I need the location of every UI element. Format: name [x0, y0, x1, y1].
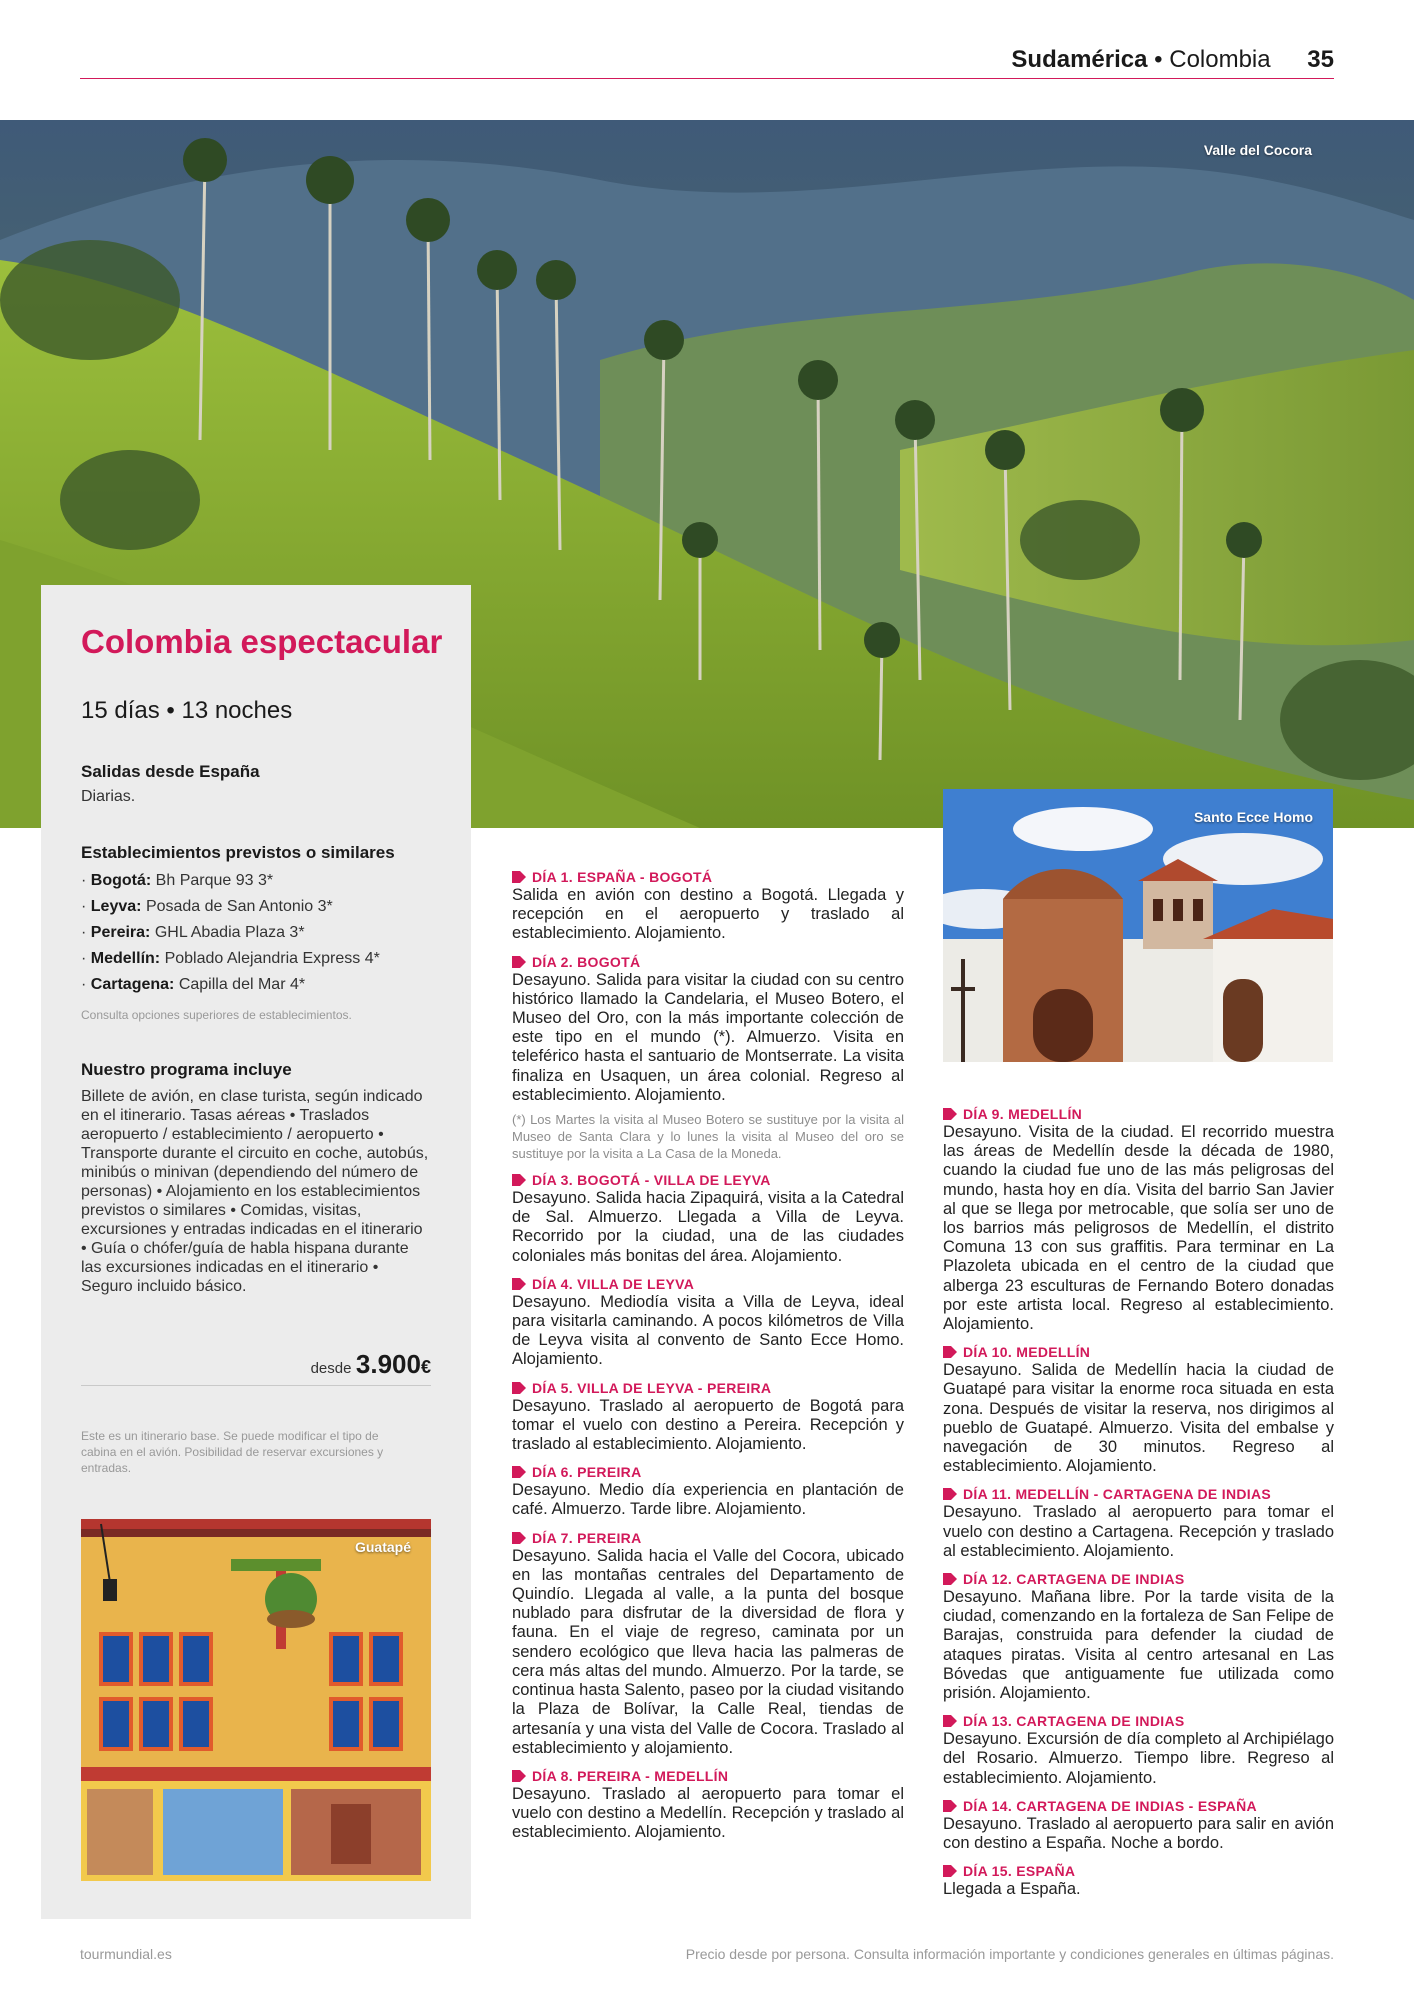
hotel-item: · Bogotá: Bh Parque 93 3*	[81, 872, 274, 889]
price-value: 3.900	[355, 1349, 421, 1379]
day-text: Desayuno. Mañana libre. Por la tarde visita de la ciudad, comenzando en la fortaleza de San Felipe de Barajas, construida para defender la ciudad de ataques piratas. Visita al centro artesanal en Las Bóvedas que antiguamente fue utilizada como prisión. Alojamiento.	[943, 1588, 1334, 1703]
day-heading	[512, 868, 904, 886]
day-heading-text: DÍA 2. BOGOTÁ	[532, 953, 641, 970]
page-number: 35	[1307, 46, 1334, 73]
day-heading-text: DÍA 4. VILLA DE LEYVA	[532, 1275, 695, 1292]
day-heading	[512, 1767, 904, 1785]
footer-disclaimer: Precio desde por persona. Consulta información importante y condiciones generales en últimas páginas.	[685, 1946, 1334, 1962]
day-block	[943, 1712, 1334, 1788]
day-block	[943, 1343, 1334, 1476]
hotel-name: Poblado Alejandria Express 4*	[164, 950, 380, 967]
day-text: Desayuno. Traslado al aeropuerto para tomar el vuelo con destino a Cartagena. Recepción y traslado al establecimiento. Alojamiento.	[943, 1503, 1334, 1560]
day-text: Desayuno. Medio día experiencia en plantación de café. Almuerzo. Tarde libre. Alojamiento.	[512, 1481, 904, 1519]
day-text: Desayuno. Salida hacia el Valle del Cocora, ubicado en las montañas centrales del Departamento de Quindío. Llegada al valle, a la punta del bosque nublado para disfrutar de la diversidad de flora y fauna. En el viaje de regreso, caminata por un sendero ecológico que lleva hacia las palmeras de cera más altas del mundo. Almuerzo. Por la tarde, se continua hasta Salento, paseo por la ciudad visitando la Plaza de Bolívar, la Calle Real, tiendas de artesanía y una vista del Valle de Cocora. Traslado al establecimiento y alojamiento.	[512, 1546, 904, 1757]
day-text: Desayuno. Traslado al aeropuerto para salir en avión con destino a España. Noche a bordo.	[943, 1814, 1334, 1853]
hotel-city: Pereira:	[90, 924, 151, 941]
bullet-arrow-icon	[512, 871, 526, 883]
bullet-arrow-icon	[512, 1278, 526, 1290]
day-heading	[943, 1712, 1334, 1730]
header-region: Sudamérica	[1011, 46, 1148, 73]
hotel-item: · Pereira: GHL Abadia Plaza 3*	[81, 924, 305, 941]
guatape-caption: Guatapé	[354, 1539, 411, 1555]
day-block	[512, 1767, 904, 1843]
day-block	[943, 1862, 1334, 1899]
day-block	[943, 1797, 1334, 1853]
bullet-arrow-icon	[512, 1382, 526, 1394]
bullet-arrow-icon	[512, 1532, 526, 1544]
hotel-city: Leyva:	[90, 898, 142, 915]
church-caption: Santo Ecce Homo	[1193, 809, 1313, 825]
day-heading-text: DÍA 3. BOGOTÁ - VILLA DE LEYVA	[532, 1172, 771, 1189]
price-from-label: desde	[310, 1360, 352, 1377]
hotel-item: · Cartagena: Capilla del Mar 4*	[81, 976, 306, 993]
hotel-city: Bogotá:	[90, 872, 152, 889]
day-heading	[512, 1171, 904, 1189]
header-separator: •	[1154, 46, 1163, 73]
day-block	[943, 1570, 1334, 1703]
day-heading	[512, 1379, 904, 1397]
includes-text: Billete de avión, en clase turista, según indicado en el itinerario. Tasas aéreas • Traslados aeropuerto / establecimiento / aeropuerto • Transporte durante el circuito en coche, autobús, minibús o minivan (dependiendo del número de personas) • Alojamiento en los establecimientos previstos o similares • Comidas, visitas, excursiones y entradas indicadas en el itinerario • Guía o chófer/guía de habla hispana durante las excursiones indicadas en el itinerario • Seguro incluido básico.	[81, 1088, 429, 1295]
day-heading-text: DÍA 1. ESPAÑA - BOGOTÁ	[532, 869, 713, 885]
day-block	[512, 1275, 904, 1370]
church-illustration	[943, 789, 1333, 1062]
hotels-list	[81, 868, 380, 998]
day-block	[512, 1463, 904, 1519]
day-block	[512, 868, 904, 944]
bullet-arrow-icon	[512, 1174, 526, 1186]
day-heading	[512, 1275, 904, 1293]
hotel-item: · Medellín: Poblado Alejandria Express 4*	[81, 950, 380, 967]
hotels-heading: Establecimientos previstos o similares	[81, 843, 395, 862]
day-text: Desayuno. Salida hacia Zipaquirá, visita a la Catedral de Sal. Almuerzo. Llegada a Villa de Leyva. Recorrido por la ciudad, una de las ciudades coloniales más bonitas del área. Alojamiento.	[512, 1189, 904, 1265]
trip-title: Colombia espectacular	[81, 623, 443, 660]
day-text: Llegada a España.	[943, 1880, 1081, 1899]
header-country: Colombia	[1169, 46, 1271, 73]
day-heading	[943, 1343, 1334, 1361]
day-block	[943, 1485, 1334, 1561]
bullet-arrow-icon	[943, 1865, 957, 1877]
hotel-name: GHL Abadia Plaza 3*	[154, 924, 305, 941]
day-heading	[943, 1485, 1334, 1503]
bullet-arrow-icon	[943, 1715, 957, 1727]
hotels-note: Consulta opciones superiores de establecimientos.	[81, 1008, 352, 1022]
santo-ecce-homo-photo	[943, 789, 1333, 1062]
page-header	[80, 44, 1334, 79]
hotel-item: · Leyva: Posada de San Antonio 3*	[81, 898, 333, 915]
hotel-name: Posada de San Antonio 3*	[145, 898, 333, 915]
day-footnote: (*) Los Martes la visita al Museo Botero se sustituye por la visita al Museo de Santa Clara y lo lunes la visita al Museo del oro se sustituye por la visita a La Casa de la Moneda.	[512, 1112, 904, 1162]
day-heading	[512, 1529, 904, 1547]
hero-caption: Valle del Cocora	[1203, 142, 1312, 158]
price-currency: €	[420, 1357, 431, 1377]
day-text: Desayuno. Mediodía visita a Villa de Leyva, ideal para visitarla caminando. A pocos kilómetros de Villa de Leyva visita al convento de Santo Ecce Homo. Alojamiento.	[512, 1292, 904, 1369]
hotel-name: Capilla del Mar 4*	[178, 976, 306, 993]
itinerary-column-1	[512, 868, 904, 1852]
bullet-arrow-icon	[943, 1800, 957, 1812]
day-text: Desayuno. Visita de la ciudad. El recorrido muestra las áreas de Medellín desde la década de 1980, cuando la ciudad fue uno de las más peligrosas del mundo, hasta hoy en día. Visita del barrio San Javier al que se llega por metrocable, que solía ser uno de los barrios más peligrosos de Medellín, el distrito Comuna 13 con sus graffitis. Para terminar en La Plazoleta ubicada en el centro de la ciudad que alberga 23 esculturas de Fernando Botero donadas por este artista local. Regreso al establecimiento. Alojamiento.	[943, 1123, 1334, 1334]
footer-website[interactable]: tourmundial.es	[80, 1946, 172, 1962]
includes-heading: Nuestro programa incluye	[81, 1060, 292, 1079]
day-text: Desayuno. Excursión de día completo al Archipiélago del Rosario. Almuerzo. Tiempo libre. Regreso al establecimiento. Alojamiento.	[943, 1730, 1334, 1787]
day-heading-text: DÍA 8. PEREIRA - MEDELLÍN	[532, 1767, 729, 1784]
bullet-arrow-icon	[943, 1108, 957, 1120]
day-block	[943, 1105, 1334, 1334]
departures-heading: Salidas desde España	[81, 762, 260, 781]
header-breadcrumb	[1011, 46, 1334, 74]
bullet-arrow-icon	[943, 1573, 957, 1585]
trip-duration: 15 días • 13 noches	[81, 697, 293, 724]
itinerary-column-2	[943, 1105, 1334, 1909]
price-box	[81, 1349, 431, 1386]
day-heading	[943, 1570, 1334, 1588]
day-text: Salida en avión con destino a Bogotá. Llegada y recepción en el aeropuerto y traslado al establecimiento. Alojamiento.	[512, 886, 904, 943]
day-heading-text: DÍA 14. CARTAGENA DE INDIAS - ESPAÑA	[963, 1797, 1257, 1814]
bullet-arrow-icon	[943, 1488, 957, 1500]
trip-summary-panel	[41, 585, 471, 1919]
bullet-arrow-icon	[512, 1770, 526, 1782]
guatape-photo	[81, 1519, 431, 1881]
itinerary-base-note: Este es un itinerario base. Se puede modificar el tipo de cabina en el avión. Posibilidad de reservar excursiones y entradas.	[81, 1429, 384, 1475]
day-heading	[943, 1105, 1334, 1123]
day-block	[512, 1171, 904, 1266]
hotel-city: Cartagena:	[90, 976, 175, 993]
departures-text: Diarias.	[81, 788, 136, 805]
bullet-arrow-icon	[512, 956, 526, 968]
day-block	[512, 953, 904, 1162]
day-heading-text: DÍA 13. CARTAGENA DE INDIAS	[963, 1713, 1185, 1730]
bullet-arrow-icon	[512, 1466, 526, 1478]
day-block	[512, 1529, 904, 1758]
day-text: Desayuno. Salida de Medellín hacia la ciudad de Guatapé para visitar la enorme roca situada en esta zona. Después de visitar la reserva, nos dirigimos al pueblo de Guatapé. Almuerzo. Visita del embalse y navegación de 30 minutos. Regreso al establecimiento. Alojamiento.	[943, 1361, 1334, 1476]
day-heading-text: DÍA 11. MEDELLÍN - CARTAGENA DE INDIAS	[963, 1486, 1272, 1503]
day-heading-text: DÍA 7. PEREIRA	[532, 1529, 642, 1546]
day-heading-text: DÍA 12. CARTAGENA DE INDIAS	[963, 1571, 1185, 1588]
day-heading-text: DÍA 5. VILLA DE LEYVA - PEREIRA	[532, 1379, 772, 1396]
hotel-name: Bh Parque 93 3*	[155, 872, 274, 889]
guatape-illustration	[81, 1519, 431, 1881]
bullet-arrow-icon	[943, 1346, 957, 1358]
day-block	[512, 1379, 904, 1455]
day-heading-text: DÍA 15. ESPAÑA	[963, 1863, 1076, 1880]
day-text: Desayuno. Salida para visitar la ciudad con su centro histórico llamado la Candelaria, el Museo Botero, el Museo del Oro, con la más importante colección de este tipo en el mundo (*). Almuerzo. Visita en teleférico hasta el santuario de Montserrate. La visita finaliza en Usaquen, un área colonial. Regreso al establecimiento. Alojamiento.	[512, 970, 904, 1104]
day-heading	[943, 1862, 1334, 1880]
day-heading	[512, 953, 904, 971]
day-text: Desayuno. Traslado al aeropuerto de Bogotá para tomar el vuelo con destino a Pereira. Recepción y traslado al establecimiento. Alojamiento.	[512, 1396, 904, 1454]
hotel-city: Medellín:	[90, 950, 161, 967]
day-heading-text: DÍA 9. MEDELLÍN	[963, 1106, 1083, 1122]
day-heading-text: DÍA 10. MEDELLÍN	[963, 1344, 1091, 1361]
day-heading	[943, 1797, 1334, 1815]
day-heading	[512, 1463, 904, 1481]
day-heading-text: DÍA 6. PEREIRA	[532, 1464, 642, 1481]
day-text: Desayuno. Traslado al aeropuerto para tomar el vuelo con destino a Medellín. Recepción y traslado al establecimiento. Alojamiento.	[512, 1784, 904, 1842]
